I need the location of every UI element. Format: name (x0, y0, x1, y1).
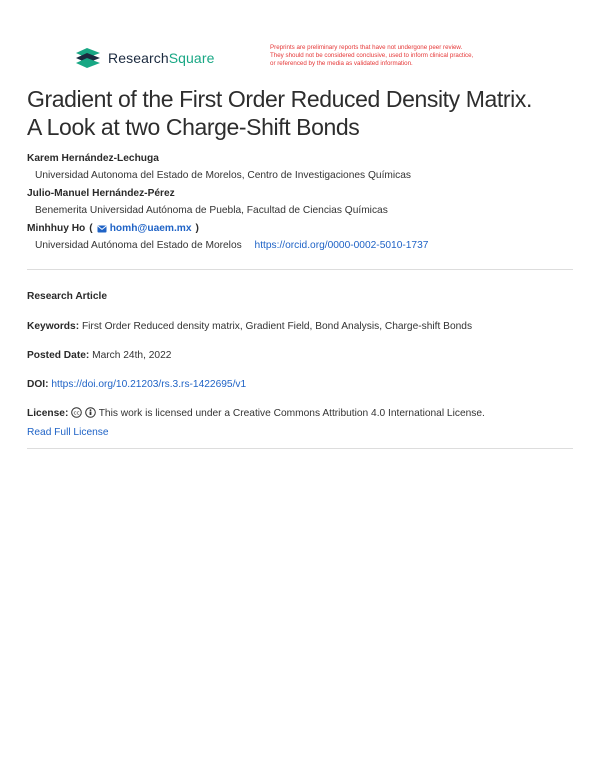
bottom-divider (27, 448, 573, 449)
author-email: homh@uaem.mx (109, 223, 192, 234)
notice-line-1: Preprints are preliminary reports that have not undergone peer review. (270, 44, 463, 51)
logo-wordmark (108, 50, 214, 66)
page-header (0, 0, 600, 78)
doi-label: DOI: (27, 379, 49, 390)
article-type: Research Article (27, 291, 108, 302)
notice-line-3: or referenced by the media as validated information. (270, 60, 413, 67)
license-row (27, 407, 577, 439)
research-square-logo-icon (74, 47, 102, 69)
research-square-logo[interactable] (74, 47, 214, 69)
author-name[interactable]: Julio-Manuel Hernández-Pérez (27, 188, 175, 199)
paper-title (27, 85, 577, 141)
author-email-link[interactable] (97, 222, 192, 235)
notice-line-2: They should not be considered conclusive, used to inform clinical practice, (270, 52, 474, 59)
author-name[interactable]: Minhhuy Ho (27, 223, 86, 234)
authors-list (27, 152, 577, 257)
paper-title-line-1: Gradient of the First Order Reduced Density Matrix. (27, 86, 532, 112)
email-open-paren: ( (89, 223, 93, 234)
license-text: This work is licensed under a Creative Commons Attribution 4.0 International License. (98, 408, 485, 419)
author-item (27, 222, 577, 252)
author-name[interactable]: Karem Hernández-Lechuga (27, 153, 159, 164)
author-affiliation: Universidad Autonoma del Estado de Morelos, Centro de Investigaciones Químicas (35, 170, 412, 181)
posted-date-label: Posted Date: (27, 350, 90, 361)
doi-row (27, 378, 577, 391)
keywords-value: First Order Reduced density matrix, Gradient Field, Bond Analysis, Charge-shift Bonds (81, 321, 473, 332)
preprint-notice (270, 44, 545, 68)
author-orcid-link[interactable]: https://orcid.org/0000-0002-5010-1737 (254, 240, 429, 251)
keywords-row (27, 320, 577, 333)
doi-link[interactable]: https://doi.org/10.21203/rs.3.rs-1422695/v1 (51, 379, 247, 390)
mail-icon (97, 225, 107, 233)
creative-commons-icon (71, 407, 82, 418)
author-item (27, 152, 577, 182)
paper-title-line-2: A Look at two Charge-Shift Bonds (27, 114, 360, 140)
posted-date-row (27, 349, 577, 362)
attribution-icon (85, 407, 96, 418)
read-full-license-link[interactable]: Read Full License (27, 427, 109, 438)
license-label: License: (27, 408, 69, 419)
svg-text:cc: cc (73, 410, 80, 417)
logo-research-text: Research (108, 50, 169, 66)
keywords-label: Keywords: (27, 321, 80, 332)
author-item (27, 187, 577, 217)
logo-square-text: Square (168, 50, 215, 66)
corresponding-author-row (27, 222, 577, 235)
author-affiliation: Benemerita Universidad Autónoma de Puebla, Facultad de Ciencias Químicas (35, 205, 388, 216)
author-affiliation-row (35, 239, 577, 252)
posted-date-value: March 24th, 2022 (92, 350, 172, 361)
author-affiliation: Universidad Autónoma del Estado de Morelos (35, 240, 242, 251)
top-divider (27, 269, 573, 270)
email-close-paren: ) (195, 223, 199, 234)
